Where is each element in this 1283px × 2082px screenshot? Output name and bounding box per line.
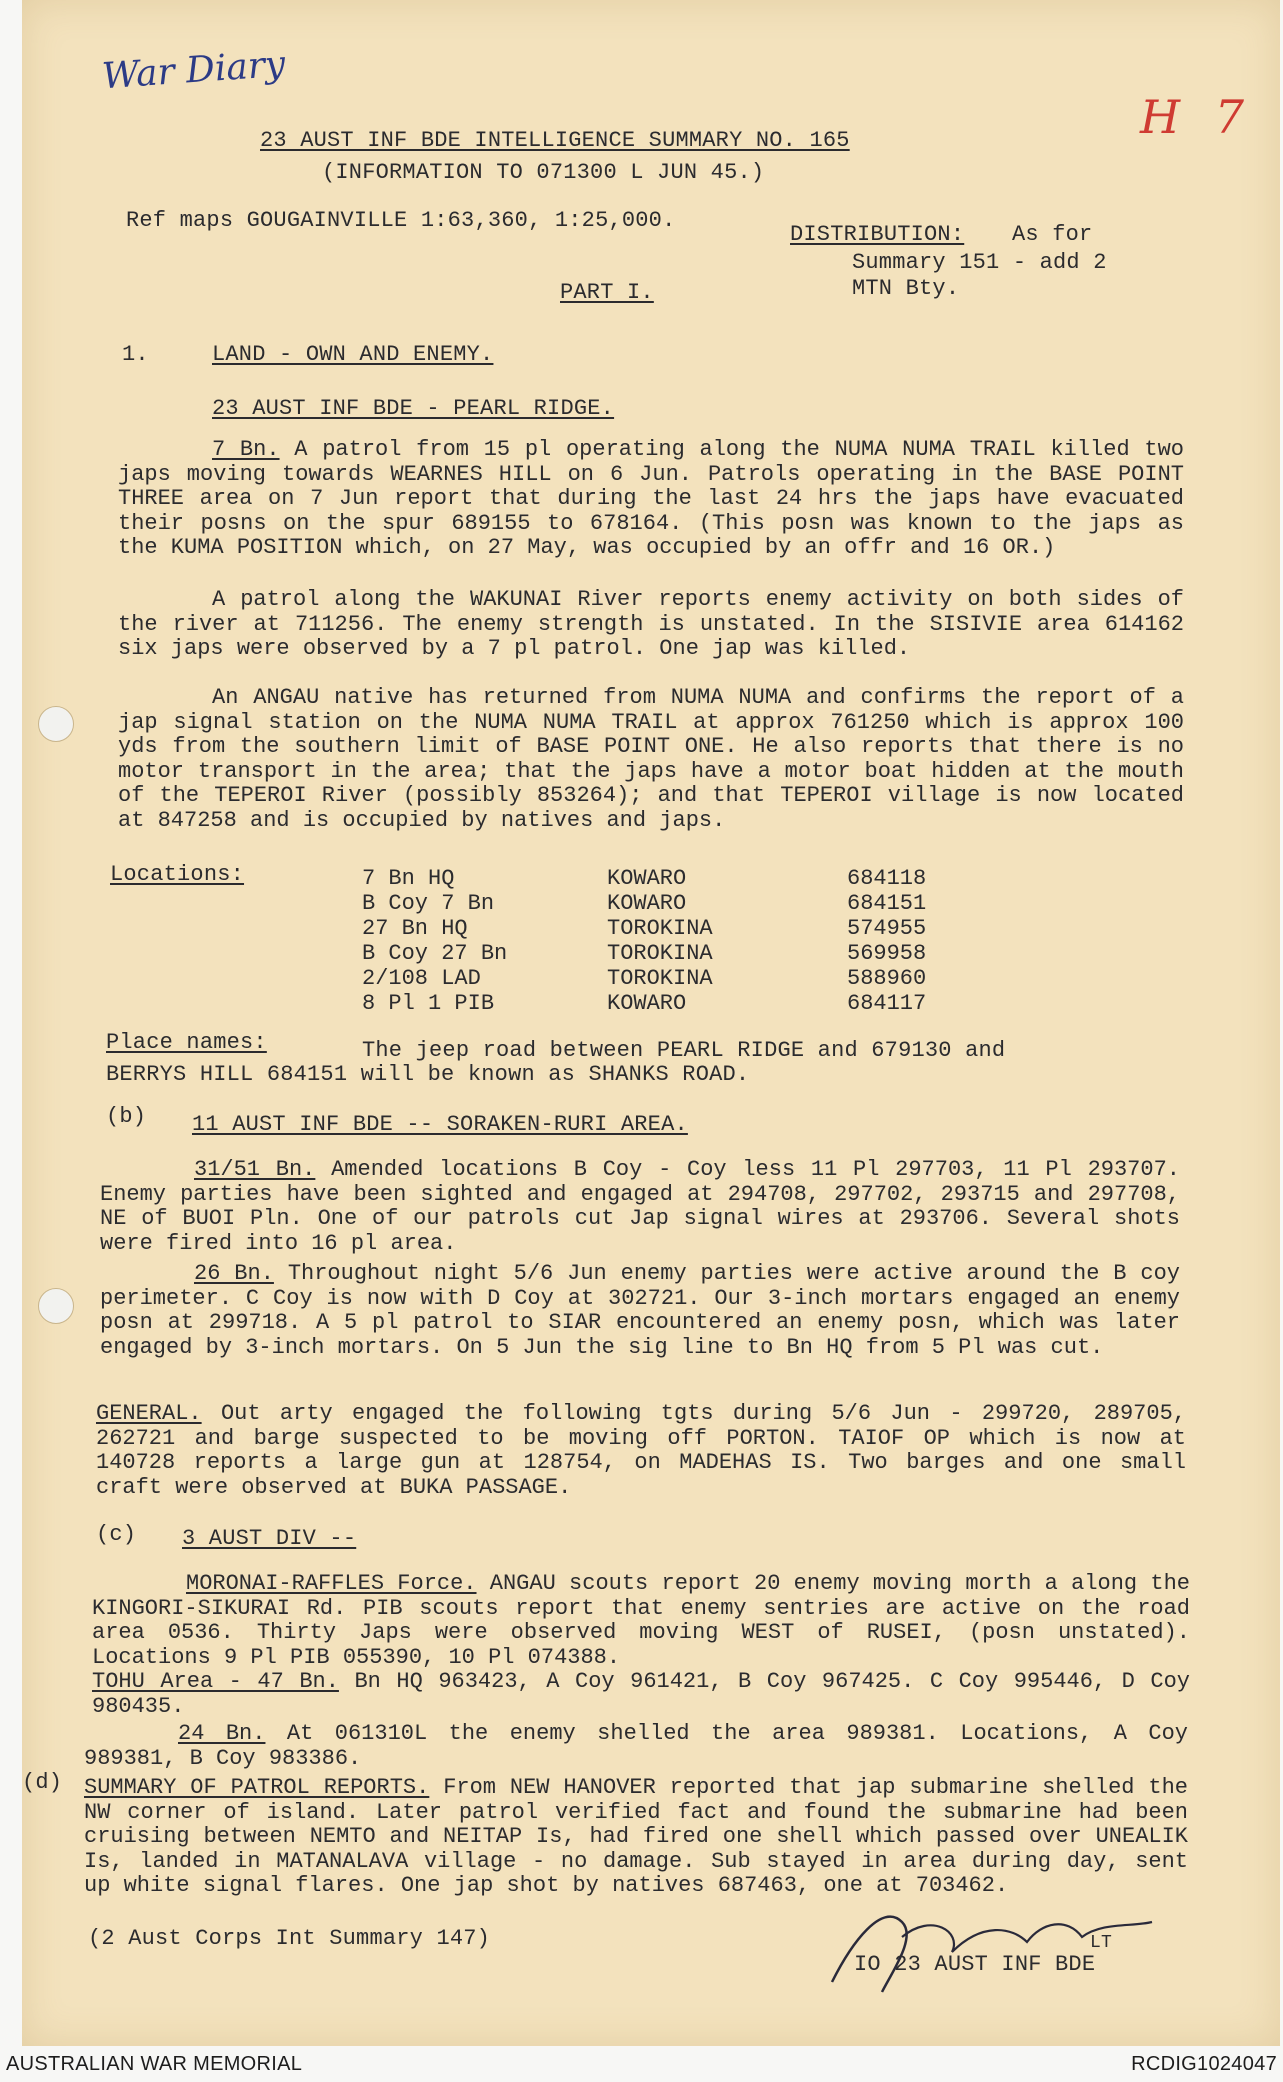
subsection-heading: 23 AUST INF BDE - PEARL RIDGE. <box>212 396 615 421</box>
unit-label: TOHU Area - 47 Bn. <box>92 1669 339 1694</box>
signature-initials: LT <box>1090 1933 1113 1953</box>
paragraph-31-51-bn: 31/51 Bn. Amended locations B Coy - Coy less 11 Pl 297703, 11 Pl 293707. Enemy parties have been sighted and engaged at 294708, 297702, 293715 and 297708, NE of BUOI Pln. One of our patrols cut Jap signal wires at 293706. Several shots were fired into 16 pl area. <box>100 1157 1180 1256</box>
distribution-text: As for <box>1012 222 1093 247</box>
unit-label: MORONAI-RAFFLES Force. <box>186 1571 477 1596</box>
punch-hole <box>38 706 74 742</box>
location-grid-ref: 569958 <box>847 941 927 966</box>
location-place: KOWARO <box>607 991 687 1016</box>
location-row <box>362 916 967 941</box>
section-heading: 11 AUST INF BDE -- SORAKEN-RURI AREA. <box>192 1112 688 1137</box>
document-subtitle: (INFORMATION TO 071300 L JUN 45.) <box>322 160 765 185</box>
distribution-text: Summary 151 - add 2 <box>852 250 1107 275</box>
unit-label: SUMMARY OF PATROL REPORTS. <box>84 1775 430 1800</box>
location-grid-ref: 588960 <box>847 966 927 991</box>
paragraph-general: GENERAL. Out arty engaged the following tgts during 5/6 Jun - 299720, 289705, 262721 and barge suspected to be moving off PORTON. TAIOF OP which is now at 140728 reports a large gun at 128754, on MADEHAS IS. Two barges and one small craft were observed at BUKA PASSAGE. <box>96 1401 1186 1500</box>
location-row <box>362 991 967 1016</box>
folio-annotation: H 7 <box>1140 90 1255 144</box>
paragraph-tohu: TOHU Area - 47 Bn. Bn HQ 963423, A Coy 961421, B Coy 967425. C Coy 995446, D Coy 980435. <box>92 1669 1190 1719</box>
unit-label: GENERAL. <box>96 1401 202 1426</box>
location-unit: 7 Bn HQ <box>362 866 455 891</box>
section-number: 1. <box>122 342 149 367</box>
signature-block: IO 23 AUST INF BDE <box>854 1952 1096 1977</box>
location-place: TOROKINA <box>607 941 713 966</box>
location-grid-ref: 574955 <box>847 916 927 941</box>
paragraph-angau: An ANGAU native has returned from NUMA NUMA and confirms the report of a jap signal station on the NUMA NUMA TRAIL at approx 761250 which is approx 100 yds from the southern limit of BASE POINT ONE. He also reports that there is no motor transport in the area; that the japs have a motor boat hidden at the mouth of the TEPEROI River (possibly 853264); and that TEPEROI village is now located at 847258 and is occupied by natives and japs. <box>118 685 1184 833</box>
paragraph-26-bn: 26 Bn. Throughout night 5/6 Jun enemy parties were active around the B coy perimeter. C Coy is now with D Coy at 302721. Our 3-inch mortars engaged an enemy posn at 299718. A 5 pl patrol to SIAR encountered an enemy posn, which was later engaged by 3-inch mortars. On 5 Jun the sig line to Bn HQ from 5 Pl was cut. <box>100 1261 1181 1360</box>
location-row <box>362 866 967 891</box>
document-title: 23 AUST INF BDE INTELLIGENCE SUMMARY NO. 165 <box>260 128 850 153</box>
location-grid-ref: 684117 <box>847 991 927 1016</box>
location-unit: 27 Bn HQ <box>362 916 468 941</box>
location-row <box>362 966 967 991</box>
location-unit: 2/108 LAD <box>362 966 481 991</box>
location-row <box>362 891 967 916</box>
paragraph-patrol-reports: SUMMARY OF PATROL REPORTS. From NEW HANOVER reported that jap submarine shelled the NW corner of island. Later patrol verified fact and found the submarine had been cruising between NEMTO and NEITAP Is, had fired one shell which passed over UNEALIK Is, landed in MATANALAVA village - no damage. Sub stayed in area during day, sent up white signal flares. One jap shot by natives 687463, one at 703462. <box>84 1775 1188 1898</box>
paragraph-wakunai: A patrol along the WAKUNAI River reports enemy activity on both sides of the river at 711256. The enemy strength is unstated. In the SISIVIE area 614162 six japs were observed by a 7 pl patrol. One jap was killed. <box>118 587 1184 661</box>
source-note: (2 Aust Corps Int Summary 147) <box>88 1926 491 1951</box>
handwritten-signature <box>822 1882 1202 2002</box>
location-row <box>362 941 967 966</box>
location-grid-ref: 684151 <box>847 891 927 916</box>
unit-label: 7 Bn. <box>212 437 280 462</box>
unit-label: 26 Bn. <box>194 1261 274 1286</box>
section-heading: LAND - OWN AND ENEMY. <box>212 342 494 367</box>
location-place: KOWARO <box>607 891 687 916</box>
ref-maps: Ref maps GOUGAINVILLE 1:63,360, 1:25,000. <box>126 208 676 233</box>
location-place: KOWARO <box>607 866 687 891</box>
location-unit: B Coy 7 Bn <box>362 891 495 916</box>
section-letter: (c) <box>96 1522 137 1547</box>
paragraph-24-bn: 24 Bn. At 061310L the enemy shelled the area 989381. Locations, A Coy 989381, B Coy 983386. <box>84 1721 1188 1771</box>
paragraph-7bn: 7 Bn. A patrol from 15 pl operating along the NUMA NUMA TRAIL killed two japs moving towards WEARNES HILL on 6 Jun. Patrols operating in the BASE POINT THREE area on 7 Jun report that during the last 24 hrs the japs have evacuated their posns on the spur 689155 to 678164. (This posn was known to the japs as the KUMA POSITION which, on 27 May, was occupied by an offr and 16 OR.) <box>118 437 1184 560</box>
distribution-text: MTN Bty. <box>852 276 960 301</box>
locations-label: Locations: <box>110 862 245 887</box>
paragraph-moronai: MORONAI-RAFFLES Force. ANGAU scouts report 20 enemy moving morth a along the KINGORI-SIKURAI Rd. PIB scouts report that enemy sentries are active on the road area 0536. Thirty Japs were observed moving WEST of RUSEI, (posn unstated). Locations 9 Pl PIB 055390, 10 Pl 074388. <box>92 1571 1190 1670</box>
footer-archive-name: AUSTRALIAN WAR MEMORIAL <box>6 2053 303 2075</box>
footer-record-id: RCDIG1024047 <box>1131 2053 1277 2075</box>
location-place: TOROKINA <box>607 966 713 991</box>
section-letter: (b) <box>106 1104 147 1129</box>
location-unit: B Coy 27 Bn <box>362 941 508 966</box>
location-place: TOROKINA <box>607 916 713 941</box>
part-heading: PART I. <box>560 280 654 305</box>
section-letter: (d) <box>22 1770 63 1795</box>
unit-label: 24 Bn. <box>178 1721 266 1746</box>
locations-table <box>362 866 967 1016</box>
document-page <box>22 0 1280 2046</box>
place-names-text: BERRYS HILL 684151 will be known as SHANKS ROAD. <box>106 1062 750 1087</box>
location-unit: 8 Pl 1 PIB <box>362 991 495 1016</box>
section-heading: 3 AUST DIV -- <box>182 1526 357 1551</box>
war-diary-annotation: War Diary <box>100 43 287 98</box>
location-grid-ref: 684118 <box>847 866 927 891</box>
place-names-label: Place names: <box>106 1030 267 1055</box>
place-names-text: The jeep road between PEARL RIDGE and 679130 and <box>362 1038 1006 1063</box>
unit-label: 31/51 Bn. <box>194 1157 316 1182</box>
distribution-label: DISTRIBUTION: <box>790 222 965 247</box>
punch-hole <box>38 1288 74 1324</box>
